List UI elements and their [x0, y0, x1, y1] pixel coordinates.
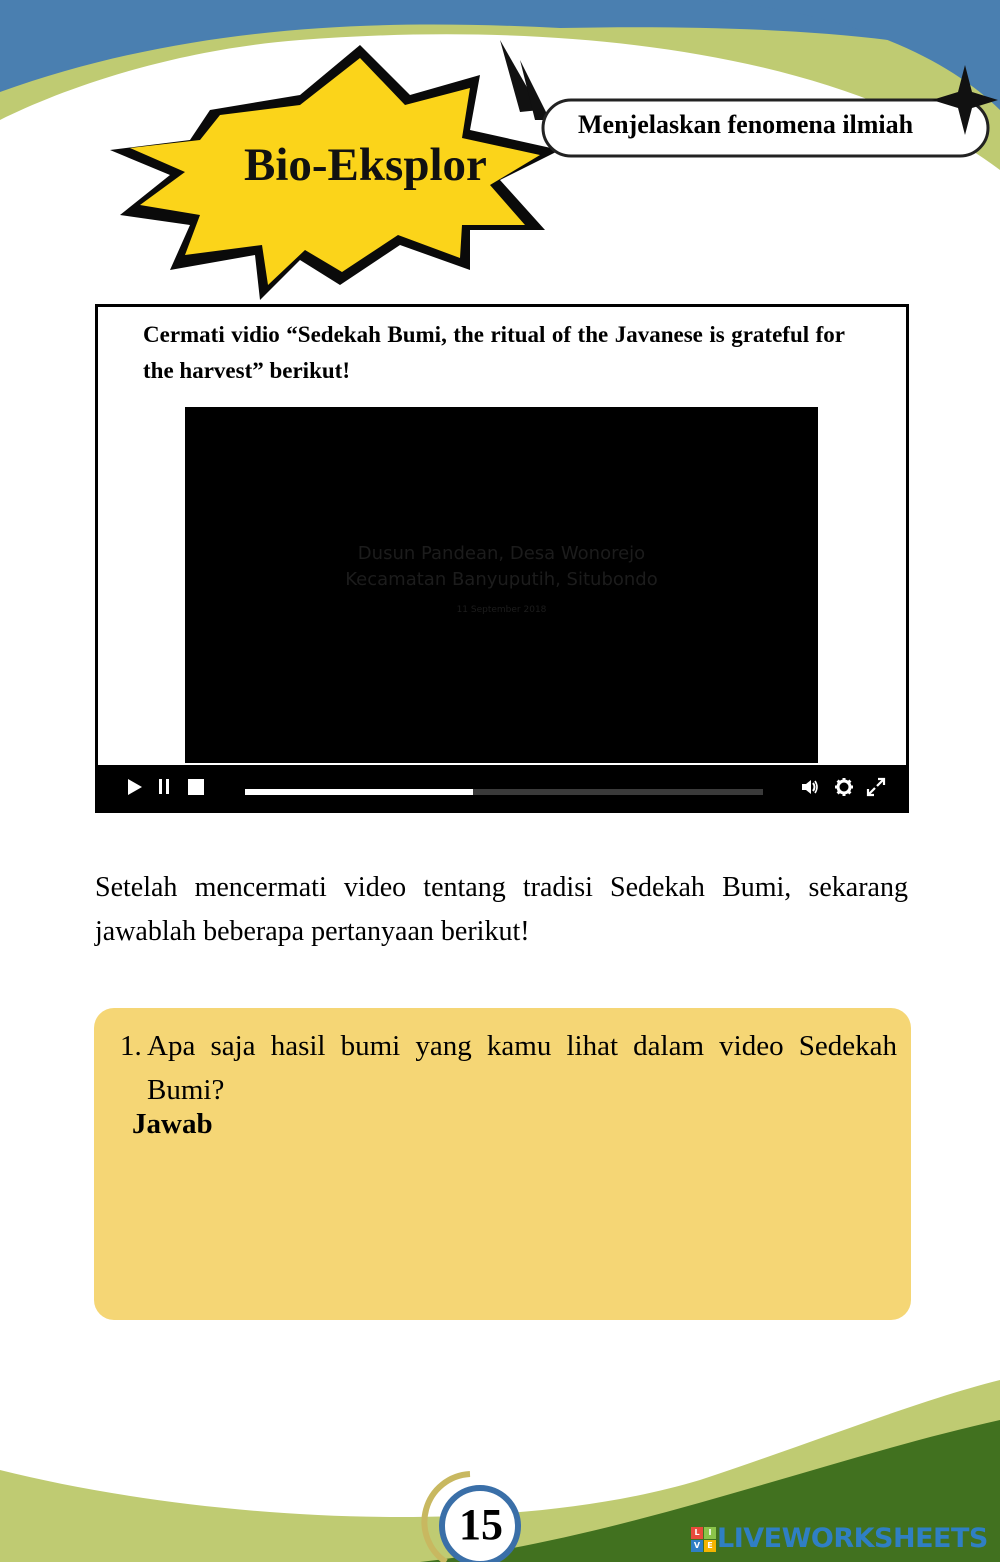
- volume-icon[interactable]: [800, 777, 820, 797]
- logo-cell: V: [691, 1540, 703, 1552]
- video-caption-line2: Kecamatan Banyuputih, Situbondo: [345, 569, 658, 590]
- logo-cell: L: [691, 1527, 703, 1539]
- video-caption-date: 11 September 2018: [456, 605, 547, 615]
- gear-icon[interactable]: [834, 777, 854, 797]
- video-task-frame: [95, 304, 909, 813]
- video-instruction: Cermati vidio “Sedekah Bumi, the ritual of the Javanese is grateful for the harvest” berikut!: [143, 322, 845, 383]
- question-text: Apa saja hasil bumi yang kamu lihat dalam video Sedekah Bumi?: [147, 1030, 897, 1106]
- page-number: 15: [459, 1500, 503, 1549]
- section-title: Bio-Eksplor: [244, 139, 487, 191]
- fullscreen-icon[interactable]: [866, 777, 886, 797]
- pause-icon[interactable]: [159, 779, 169, 794]
- liveworksheets-logo: [691, 1522, 991, 1556]
- competency-badge: Menjelaskan fenomena ilmiah: [578, 110, 914, 139]
- logo-cell: I: [704, 1527, 716, 1539]
- question-number: 1.: [120, 1030, 142, 1062]
- stop-icon[interactable]: [188, 779, 204, 795]
- video-progress-fill: [245, 789, 473, 795]
- answer-field[interactable]: [132, 1154, 896, 1308]
- question-card: [94, 1008, 911, 1320]
- video-caption-line1: Dusun Pandean, Desa Wonorejo: [357, 543, 646, 564]
- video-progress-bar[interactable]: [245, 789, 763, 795]
- liveworksheets-grid-icon: [691, 1527, 717, 1553]
- video-player-screen[interactable]: [185, 407, 818, 763]
- play-icon[interactable]: [128, 779, 142, 795]
- answer-label: Jawab: [132, 1108, 213, 1140]
- liveworksheets-brand: LIVEWORKSHEETS: [717, 1523, 988, 1554]
- intro-paragraph: Setelah mencermati video tentang tradisi Sedekah Bumi, sekarang jawablah beberapa pertanyaan berikut!: [95, 872, 908, 947]
- video-controls-bar: [98, 765, 906, 810]
- logo-cell: E: [704, 1540, 716, 1552]
